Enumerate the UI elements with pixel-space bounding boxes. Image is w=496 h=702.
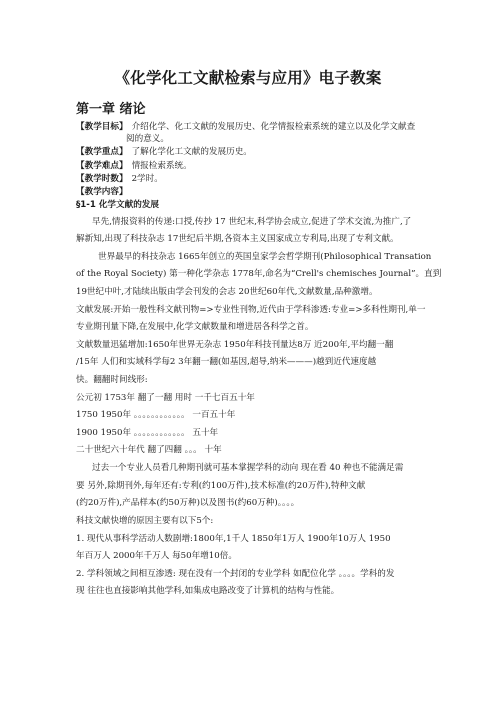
paragraph-line: 解新知,出现了科技杂志 17世纪后半期,各资本主义国家成立专利局,出现了专利文献。 (76, 234, 399, 244)
teaching-focus-label: 【教学重点】 (76, 147, 128, 157)
teaching-hours (76, 173, 163, 185)
teaching-hours-label: 【教学时数】 (76, 174, 128, 184)
chapter-heading: 第一章 绪论 (76, 102, 146, 117)
list-item-cont: 现 往往也直接影响其他学科,如集成电路改变了计算机的结构与性能。 (76, 586, 340, 596)
teaching-goal-label: 【教学目标】 (76, 122, 128, 132)
timeline-row: 1900 1950年 。。。。。。。。。。。。 五十年 (76, 428, 219, 438)
paragraph-line: of the Royal Society) 第一种化学杂志 1778年,命名为“Crell's chemisches Journal”。直到 (76, 269, 442, 279)
teaching-content (76, 186, 128, 198)
teaching-content-label: 【教学内容】 (76, 187, 128, 197)
paragraph-line: 要 另外,除期刊外,每年还有:专利(约100万件),技术标准(约20万件),特种文献 (76, 481, 366, 491)
paragraph-line: 快。翻翻时间线形: (76, 375, 148, 385)
paragraph-line: 世界最早的科技杂志 1665年创立的英国皇家学会哲学期刊(Philosophical Transation (98, 252, 432, 262)
teaching-goal (76, 121, 436, 145)
paragraph-line: 文献发展:开始一般性科文献刊物=>专业性刊物,近代由于学科渗透:专业=>多科性期刊,单一 (76, 305, 426, 315)
timeline-row: 公元初 1753年 翻了一翻 用时 一千七百五十年 (76, 393, 255, 403)
teaching-goal-text-cont: 阅的意义。 (126, 134, 169, 144)
list-item: 1. 现代从事科学活动人数剧增:1800年,1千人 1850年1万人 1900年10万人 1950 (76, 534, 391, 544)
teaching-difficulty-label: 【教学难点】 (76, 161, 128, 171)
timeline-row: 二十世纪六十年代 翻了四翻 。。。 十年 (76, 445, 222, 455)
teaching-difficulty (76, 160, 192, 172)
paragraph-line: 专业期刊量下降,在发展中,化学文献数量和增进居各科学之首。 (76, 322, 314, 332)
paragraph-line: (约20万件),产品样本(约50万种)以及图书(约60万种)。。。。 (76, 498, 300, 508)
teaching-hours-text: 2学时。 (131, 174, 163, 184)
teaching-focus (76, 146, 252, 158)
paragraph-line: 过去一个专业人员看几种期刊就可基本掌握学科的动向 现在看 40 种也不能满足需 (92, 463, 404, 473)
paragraph-line: 19世纪中叶,才陆续出版由学会刊发的会志 20世纪60年代,文献数量,品种激增。 (76, 287, 378, 297)
list-item: 2. 学科领域之间相互渗透: 现在没有一个封闭的专业学科 如配位化学 。。。。学科的发 (76, 569, 395, 579)
timeline-row: 1750 1950年 。。。。。。。。。。。。 一百五十年 (76, 410, 236, 420)
paragraph-line: /15年 人们和实域科学每2 3年翻一翻(如基因,超导,纳米———)越到近代速度越 (76, 357, 377, 367)
list-item-cont: 年百万人 2000年千万人 每50年增10倍。 (76, 551, 237, 561)
paragraph-line: 早先,情报资料的传递:口授,传抄 17 世纪末,科学协会成立,促进了学术交流,为推广,了 (92, 217, 412, 227)
paragraph-line: 文献数量迅猛增加:1650年世界无杂志 1950年科技刊量达8万 近200年,平均翻一翻 (76, 340, 394, 350)
document-title: 《化学化工文献检索与应用》电子教案 (114, 69, 382, 87)
paragraph-line: 科技文献快增的原因主要有以下5个: (76, 516, 214, 526)
teaching-difficulty-text: 情报检索系统。 (131, 161, 192, 171)
section-heading: §1-1 化学文献的发展 (76, 200, 159, 210)
teaching-focus-text: 了解化学化工文献的发展历史。 (131, 147, 252, 157)
teaching-goal-text: 介绍化学、化工文献的发展历史、化学情报检索系统的建立以及化学文献查 (131, 122, 416, 132)
